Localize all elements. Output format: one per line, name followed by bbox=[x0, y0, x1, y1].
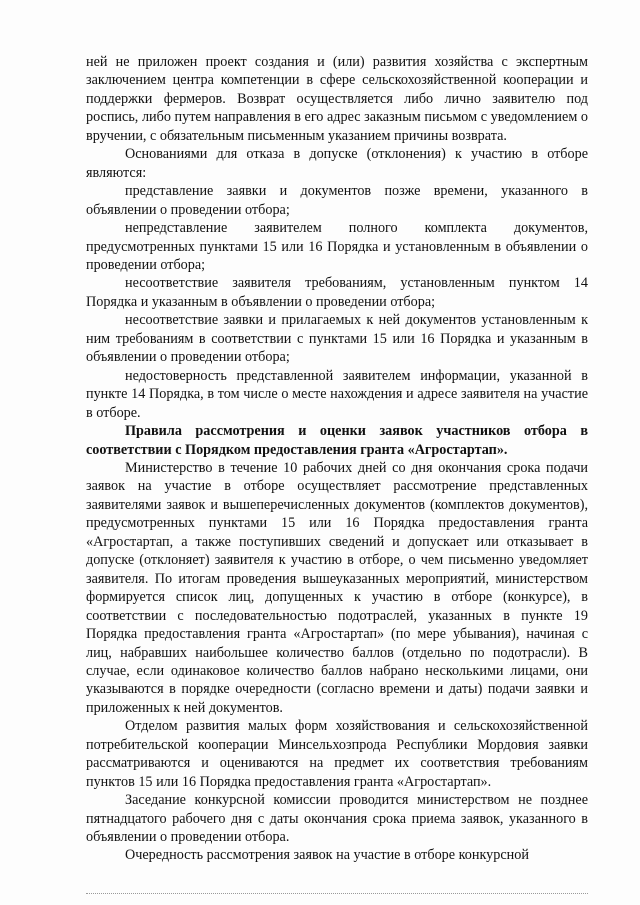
paragraph-refusal-grounds-intro: Основаниями для отказа в допуске (отклонения) к участию в отборе являются: bbox=[86, 146, 588, 181]
paragraph-refusal-incomplete-documents: непредставление заявителем полного комплекта документов, предусмотренных пунктами 15 или 16 Порядка и установленным в объявлении о проведении отбора; bbox=[86, 220, 588, 273]
paragraph-refusal-false-information: недостоверность представленной заявителем информации, указанной в пункте 14 Порядка, в том числе о месте нахождения и адресе заявителя на участие в отборе. bbox=[86, 367, 588, 421]
section-heading-review-rules: Правила рассмотрения и оценки заявок участников отбора в соответствии с Порядком предоставления гранта «Агростартап». bbox=[86, 423, 588, 458]
paragraph-department-review: Отделом развития малых форм хозяйствования и сельскохозяйственной потребительской кооперации Минсельхозпрода Республики Мордовия заявки рассматриваются и оцениваются на предмет их соответствия требованиям пунктов 15 или 16 Порядка предоставления гранта «Агростартап». bbox=[86, 718, 588, 790]
page-bottom-edge bbox=[86, 893, 588, 894]
paragraph-refusal-late-submission: представление заявки и документов позже времени, указанного в объявлении о проведении отбора; bbox=[86, 183, 588, 218]
paragraph-refusal-applicant-mismatch: несоответствие заявителя требованиям, установленным пунктом 14 Порядка и указанным в объявлении о проведении отбора; bbox=[86, 275, 588, 310]
paragraph-ministry-review: Министерство в течение 10 рабочих дней со дня окончания срока подачи заявок на участие в отборе осуществляет рассмотрение представленных заявителями заявок и вышеперечисленных документов (комплектов документов), предусмотренных пунктами 15 или 16 Порядка предоставления гранта «Агростартап, а также поступивших сведений и допускает или отказывает в допуске (отклоняет) заявителя к участию в отборе, о чем письменно уведомляет заявителя. По итогам проведения вышеуказанных мероприятий, министерством формируется список лиц, допущенных к участию в отборе (конкурсе), в соответствии с последовательностью подотраслей, указанных в пункте 19 Порядка предоставления гранта «Агростартап» (по мере убывания), начиная с лиц, набравших наибольшее количество баллов (отдельно по подотрасли). В случае, если одинаковое количество баллов набрано несколькими лицами, они указываются в порядке очередности (согласно времени и даты) подачи заявки и приложенных к ней документов. bbox=[86, 459, 588, 716]
document-body bbox=[86, 53, 588, 865]
paragraph-return-notice: ней не приложен проект создания и (или) развития хозяйства с экспертным заключением центра компетенции в сфере сельскохозяйственной кооперации и поддержки фермеров. Возврат осуществляется либо лично заявителю под роспись, либо путем направления в его адрес заказным письмом с уведомлением о вручении, с обязательным письменным указанием причины возврата. bbox=[86, 54, 588, 144]
paragraph-review-order: Очередность рассмотрения заявок на участие в отборе конкурсной bbox=[125, 847, 529, 864]
paragraph-commission-meeting: Заседание конкурсной комиссии проводится министерством не позднее пятнадцатого рабочего дня с даты окончания срока приема заявок, указанного в объявлении о проведении отбора. bbox=[86, 792, 588, 846]
paragraph-refusal-documents-mismatch: несоответствие заявки и прилагаемых к ней документов установленным к ним требованиям в соответствии с пунктами 15 или 16 Порядка и указанным в объявлении о проведении отбора; bbox=[86, 312, 588, 366]
